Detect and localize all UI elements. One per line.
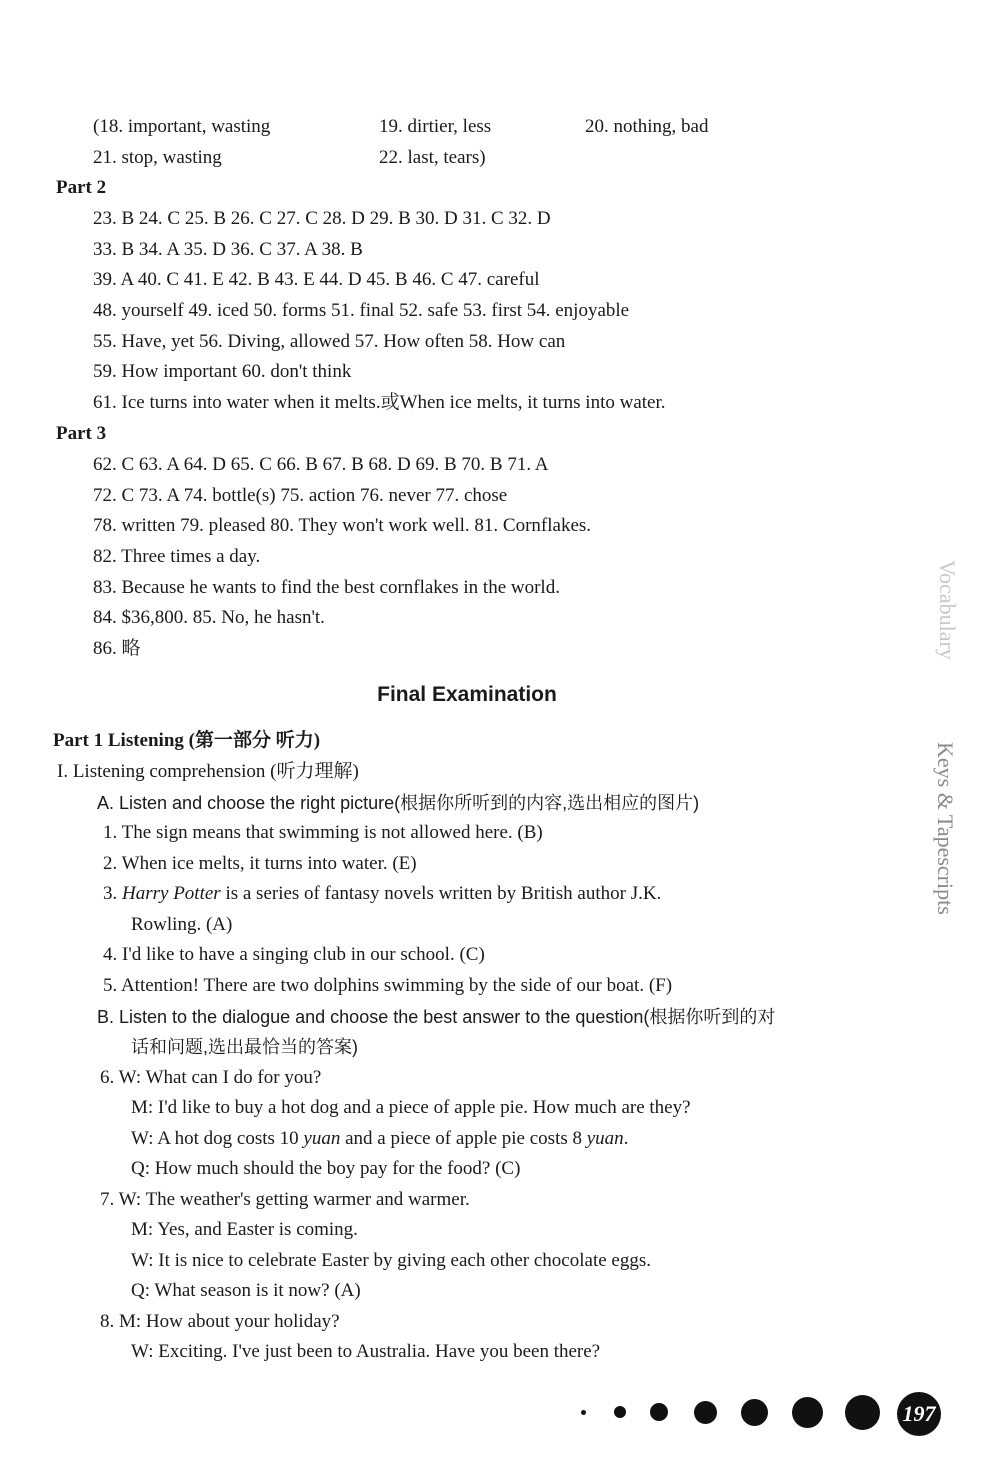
- answer-18: (18. important, wasting: [93, 116, 271, 137]
- margin-section-label: Keys & Tapescripts: [933, 742, 958, 915]
- decorative-dot: [694, 1401, 717, 1424]
- listening-item-2: 2. When ice melts, it turns into water. (E): [103, 853, 417, 874]
- section-b-instruction-cont: 话和问题,选出最恰当的答案): [131, 1037, 358, 1057]
- answer-21: 21. stop, wasting: [93, 147, 222, 168]
- part2-line: 23. B 24. C 25. B 26. C 27. C 28. D 29. B 30. D 31. C 32. D: [93, 208, 551, 229]
- listening-item-4: 4. I'd like to have a singing club in our school. (C): [103, 944, 485, 965]
- dialogue-7-line: W: It is nice to celebrate Easter by giving each other chocolate eggs.: [131, 1250, 651, 1271]
- part2-line: 48. yourself 49. iced 50. forms 51. final 52. safe 53. first 54. enjoyable: [93, 300, 630, 321]
- decorative-dot: [650, 1403, 668, 1421]
- part3-line: 82. Three times a day.: [93, 546, 261, 567]
- decorative-dot: [845, 1395, 880, 1430]
- listening-item-5: 5. Attention! There are two dolphins swimming by the side of our boat. (F): [103, 975, 673, 996]
- book-title: Harry Potter: [122, 883, 221, 904]
- dialogue-7-line: 7. W: The weather's getting warmer and warmer.: [100, 1189, 470, 1210]
- listening-item-3-cont: Rowling. (A): [131, 914, 233, 935]
- part2-line: 39. A 40. C 41. E 42. B 43. E 44. D 45. B 46. C 47. careful: [93, 269, 540, 290]
- dialogue-8-line: 8. M: How about your holiday?: [100, 1311, 340, 1332]
- answer-19: 19. dirtier, less: [379, 116, 492, 137]
- dialogue-7-line: M: Yes, and Easter is coming.: [131, 1219, 358, 1240]
- part3-line: 78. written 79. pleased 80. They won't work well. 81. Cornflakes.: [93, 515, 592, 536]
- part3-line: 72. C 73. A 74. bottle(s) 75. action 76. never 77. chose: [93, 485, 508, 506]
- dialogue-6-line: 6. W: What can I do for you?: [100, 1067, 322, 1088]
- part3-title: Part 3: [56, 423, 107, 444]
- answer-22: 22. last, tears): [379, 147, 486, 168]
- margin-watermark: Vocabulary: [935, 560, 960, 660]
- final-exam-title: Final Examination: [377, 683, 557, 706]
- part3-line: 62. C 63. A 64. D 65. C 66. B 67. B 68. D 69. B 70. B 71. A: [93, 454, 549, 475]
- part2-title: Part 2: [56, 177, 107, 198]
- decorative-dot: [614, 1406, 626, 1418]
- page-number: 197: [897, 1392, 941, 1436]
- dialogue-6-question: Q: How much should the boy pay for the food? (C): [131, 1158, 521, 1179]
- part2-line: 33. B 34. A 35. D 36. C 37. A 38. B: [93, 239, 363, 260]
- listening-item-1: 1. The sign means that swimming is not allowed here. (B): [103, 822, 543, 843]
- dialogue-7-question: Q: What season is it now? (A): [131, 1280, 361, 1301]
- section-b-instruction: B. Listen to the dialogue and choose the best answer to the question(根据你听到的对: [97, 1007, 776, 1027]
- part3-line: 86. 略: [93, 638, 141, 659]
- decorative-dot: [581, 1410, 586, 1415]
- section-a-instruction: A. Listen and choose the right picture(根据你所听到的内容,选出相应的图片): [97, 793, 700, 813]
- part2-line: 55. Have, yet 56. Diving, allowed 57. How often 58. How can: [93, 331, 566, 352]
- part3-line: 83. Because he wants to find the best cornflakes in the world.: [93, 577, 560, 598]
- answer-20: 20. nothing, bad: [585, 116, 709, 137]
- part2-line: 59. How important 60. don't think: [93, 361, 352, 382]
- listening-item-3: 3. Harry Potter is a series of fantasy novels written by British author J.K.: [103, 883, 662, 904]
- part2-line: 61. Ice turns into water when it melts.或When ice melts, it turns into water.: [93, 392, 666, 413]
- dialogue-6-line: W: A hot dog costs 10 yuan and a piece of apple pie costs 8 yuan.: [131, 1128, 629, 1149]
- section-i-heading: I. Listening comprehension (听力理解): [57, 761, 359, 782]
- part1-listening-heading: Part 1 Listening (第一部分 听力): [53, 730, 321, 751]
- part3-line: 84. $36,800. 85. No, he hasn't.: [93, 607, 325, 628]
- dialogue-6-line: M: I'd like to buy a hot dog and a piece of apple pie. How much are they?: [131, 1097, 691, 1118]
- dialogue-8-line: W: Exciting. I've just been to Australia. Have you been there?: [131, 1341, 601, 1362]
- decorative-dot: [792, 1397, 823, 1428]
- decorative-dot: [741, 1399, 768, 1426]
